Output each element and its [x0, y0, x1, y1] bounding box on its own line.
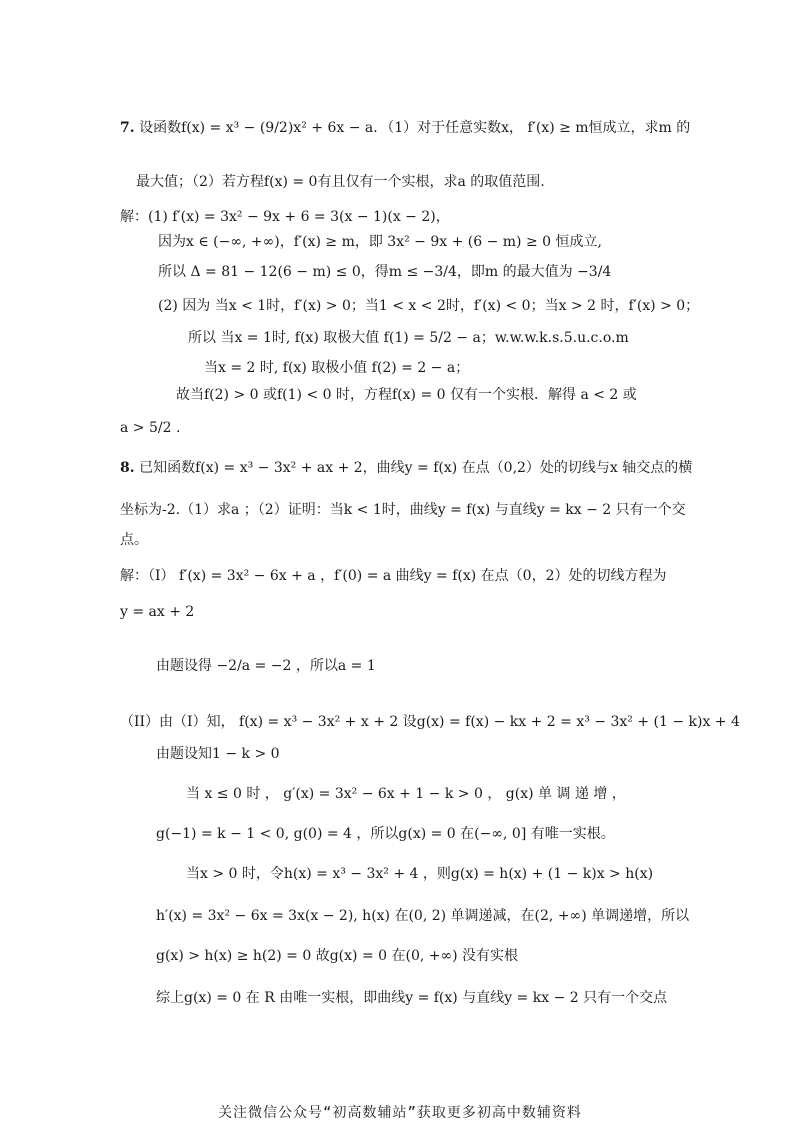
- q7-solution-line-1: 解：(1) f′(x) = 3x² − 9x + 6 = 3(x − 1)(x − 2)，: [120, 209, 450, 225]
- q8-solution-line-10: g(x) > h(x) ≥ h(2) = 0 故g(x) = 0 在(0, +∞) 没有实根: [156, 948, 519, 964]
- q8-statement-line-2: 坐标为-2.（1）求a ；（2）证明：当k < 1时，曲线y = f(x) 与直线y = kx − 2 只有一个交: [120, 502, 686, 518]
- q8-solution-line-5: 由题设知1 − k > 0: [156, 746, 280, 762]
- q8-solution-line-7: g(−1) = k − 1 < 0, g(0) = 4 ，所以g(x) = 0 在(−∞, 0] 有唯一实根。: [156, 826, 615, 842]
- q8-number: 8.: [120, 460, 135, 476]
- q8-statement-text-1: 已知函数f(x) = x³ − 3x² + ax + 2，曲线y = f(x) 在点（0,2）处的切线与x 轴交点的横: [139, 460, 693, 476]
- q7-solution-line-2: 因为x ∈ (−∞, +∞)，f′(x) ≥ m，即 3x² − 9x + (6 − m) ≥ 0 恒成立,: [158, 234, 602, 250]
- q7-solution-line-5: 所以 当x = 1时, f(x) 取极大值 f(1) = 5/2 − a；w.w.w.k.s.5.u.c.o.m: [188, 330, 629, 346]
- q7-solution-line-4: (2) 因为 当x < 1时，f′(x) > 0；当1 < x < 2时，f′(x) < 0；当x > 2 时，f′(x) > 0；: [158, 298, 700, 314]
- q8-solution-line-8: 当x > 0 时，令h(x) = x³ − 3x² + 4 ，则g(x) = h(x) + (1 − k)x > h(x): [186, 866, 654, 882]
- q7-solution-line-6: 当x = 2 时, f(x) 取极小值 f(2) = 2 − a；: [204, 360, 470, 376]
- q7-statement-line-1: [120, 118, 690, 138]
- q8-solution-line-11: 综上g(x) = 0 在 R 由唯一实根，即曲线y = f(x) 与直线y = kx − 2 只有一个交点: [156, 990, 668, 1006]
- q8-solution-line-9: h′(x) = 3x² − 6x = 3x(x − 2), h(x) 在(0, 2) 单调递减，在(2, +∞) 单调递增，所以: [156, 908, 690, 924]
- q7-solution-line-7: 故当f(2) > 0 或f(1) < 0 时，方程f(x) = 0 仅有一个实根．解得 a < 2 或: [176, 387, 637, 403]
- q7-solution-line-8: a > 5/2 .: [120, 420, 181, 436]
- q8-solution-line-2: y = ax + 2: [120, 604, 195, 620]
- page-footer: 关注微信公众号“初高数辅站”获取更多初高中数辅资料: [218, 1105, 582, 1121]
- q8-statement-line-1: [120, 458, 692, 478]
- q7-statement-line-2: 最大值；（2）若方程f(x) = 0有且仅有一个实根，求a 的取值范围.: [136, 174, 545, 190]
- q7-number: 7.: [120, 120, 135, 136]
- q8-statement-line-3: 点。: [120, 532, 148, 548]
- q8-solution-line-1: 解：（I） f′(x) = 3x² − 6x + a ，f′(0) = a 曲线y = f(x) 在点（0，2）处的切线方程为: [120, 568, 667, 584]
- q8-solution-line-3: 由题设得 −2/a = −2 ，所以a = 1: [156, 658, 376, 674]
- q7-statement-text-1: 设函数f(x) = x³ − (9/2)x² + 6x − a．（1）对于任意实数x， f′(x) ≥ m恒成立，求m 的: [139, 120, 691, 136]
- q8-solution-line-6: 当 x ≤ 0 时 ， g′(x) = 3x² − 6x + 1 − k > 0 ， g(x) 单 调 递 增 ，: [186, 786, 626, 802]
- q8-solution-line-4: （II）由（I）知， f(x) = x³ − 3x² + x + 2 设g(x) = f(x) − kx + 2 = x³ − 3x² + (1 − k)x + 4: [120, 714, 740, 730]
- q7-solution-line-3: 所以 Δ = 81 − 12(6 − m) ≤ 0，得m ≤ −3/4，即m 的最大值为 −3/4: [158, 264, 612, 280]
